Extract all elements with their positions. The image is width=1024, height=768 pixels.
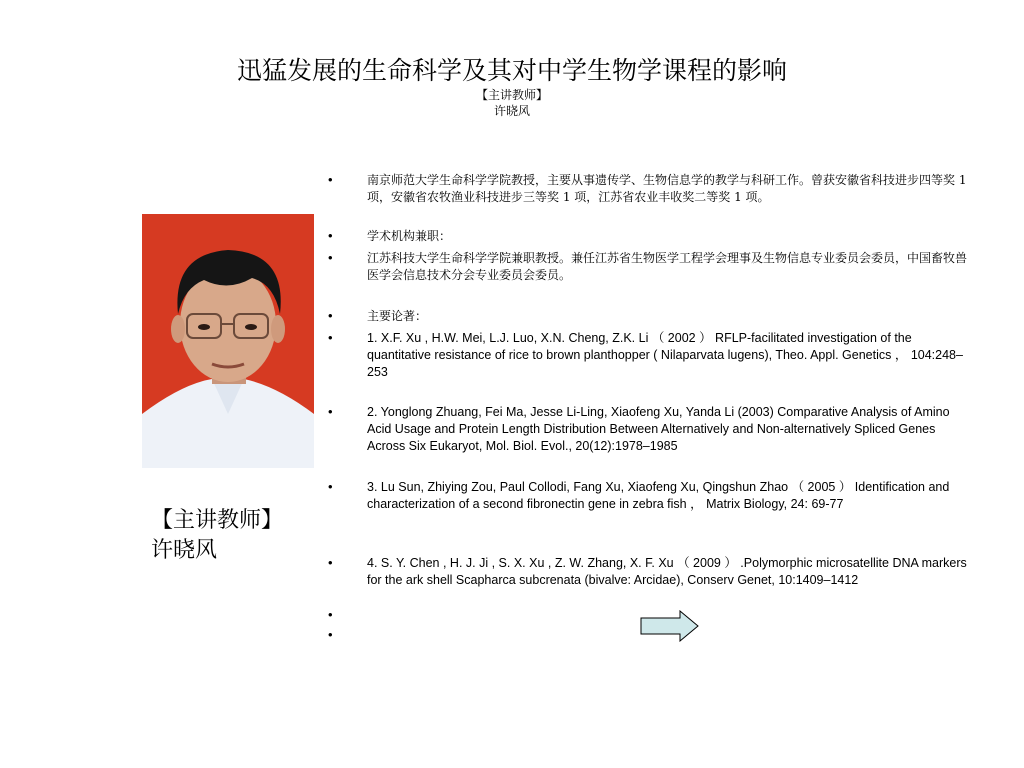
bullet-marker: • — [328, 172, 333, 187]
caption-name: 许晓风 — [151, 538, 218, 563]
bullet-marker: • — [328, 404, 333, 419]
bullet-text: 江苏科技大学生命科学学院兼职教授。兼任江苏省生物医学工程学会理事及生物信息专业委员会委员，中国畜牧兽医学会信息技术分会专业委员会委员。 — [367, 251, 968, 282]
subtitle-role: 【主讲教师】 — [475, 88, 548, 102]
lecturer-caption — [151, 506, 283, 566]
bullet-marker: • — [328, 250, 333, 265]
portrait-image — [142, 214, 314, 468]
bullet-text: 3. Lu Sun, Zhiying Zou, Paul Collodi, Fang Xu, Xiaofeng Xu, Qingshun Zhao （ 2005 ） Identification and characterization of a second fibronectin gene in zebra fish ， Matrix Biology, 24: 69-77 — [367, 480, 950, 511]
bullet-marker: • — [328, 555, 333, 570]
subtitle-name: 许晓风 — [493, 104, 530, 118]
bullet-marker: • — [328, 330, 333, 345]
bullet-marker: • — [328, 308, 333, 323]
bullet-marker: • — [328, 627, 333, 642]
page-title: 迅猛发展的生命科学及其对中学生物学课程的影响 — [236, 56, 787, 85]
right-arrow-icon[interactable] — [640, 610, 700, 642]
bullet-text: 1. X.F. Xu , H.W. Mei, L.J. Luo, X.N. Cheng, Z.K. Li （ 2002 ） RFLP-facilitated investigation of the quantitative resistance of rice to brown planthopper ( Nilaparvata lugens), Theo. Appl. Genetics ， 104:248–253 — [367, 331, 963, 379]
bullet-marker: • — [328, 228, 333, 243]
bullet-text: 主要论著： — [367, 309, 428, 323]
bullet-text: 学术机构兼职： — [367, 229, 452, 243]
bullet-marker: • — [328, 479, 333, 494]
bullet-list — [325, 0, 975, 768]
bullet-text: 4. S. Y. Chen , H. J. Ji , S. X. Xu , Z. W. Zhang, X. F. Xu （ 2009 ） .Polymorphic microsatellite DNA markers for the ark shell Scapharca subcrenata (bivalve: Arcidae), Conserv Genet, 10:1409–1412 — [367, 556, 967, 587]
bullet-text: 2. Yonglong Zhuang, Fei Ma, Jesse Li-Ling, Xiaofeng Xu, Yanda Li (2003) Comparative Analysis of Amino Acid Usage and Protein Length Distribution Between Alternatively and Non-alternatively Spliced Genes Across Six Eukaryot, Mol. Biol. Evol., 20(12):1978–1985 — [367, 405, 950, 453]
bullet-marker: • — [328, 607, 333, 622]
bullet-text: 南京师范大学生命科学学院教授，主要从事遗传学、生物信息学的教学与科研工作。曾获安徽省科技进步四等奖 1 项，安徽省农牧渔业科技进步三等奖 1 项，江苏省农业丰收奖二等奖 1 项。 — [367, 173, 967, 204]
caption-role: 【主讲教师】 — [151, 508, 284, 533]
lecturer-photo — [142, 214, 314, 468]
